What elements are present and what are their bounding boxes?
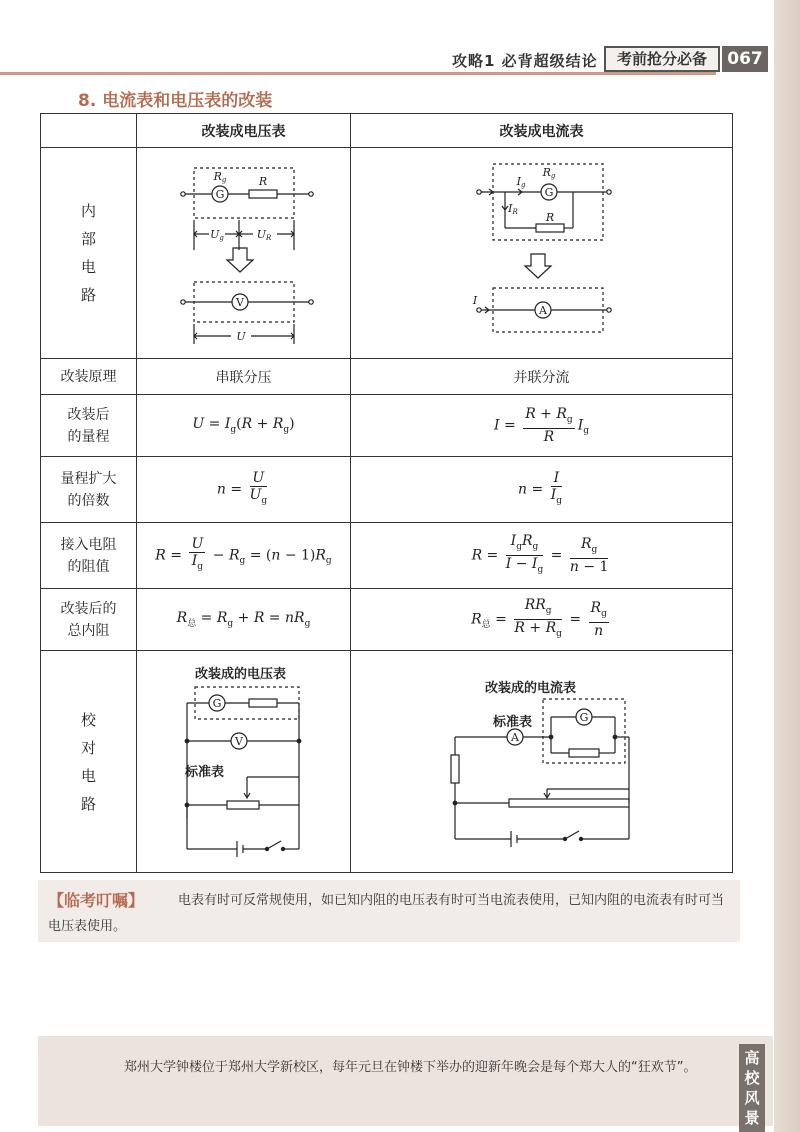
section-title: 8. 电流表和电压表的改装 (78, 91, 273, 111)
row-label-internal (41, 589, 137, 651)
voltmeter-circuit-cell (137, 148, 351, 359)
page-header (0, 46, 774, 74)
campus-scenery-text: 郑州大学钟楼位于郑州大学新校区，每年元旦在钟楼下举办的迎新年晚会是每个郑大人的“狂欢节”。 (124, 1060, 697, 1075)
campus-scenery-label: 高校风景 (739, 1044, 765, 1132)
svg-text:V: V (235, 296, 244, 309)
svg-text:Ig: Ig (516, 175, 525, 189)
voltmeter-resistor-formula: R = $\frac{U}{I_g}$ − $R_g = (n - 1)R_g$ (137, 523, 351, 589)
row-label-range-line1: 改装后 (67, 406, 110, 423)
voltmeter-calibration-circuit (137, 653, 349, 871)
header-badge: 考前抢分必备 (604, 46, 720, 72)
exam-tip-box (38, 880, 740, 942)
svg-text:R: R (545, 211, 554, 224)
ammeter-principle: 并联分流 (351, 359, 733, 395)
row-label-range-line2: 的量程 (67, 428, 110, 445)
voltmeter-factor-formula: n = $\frac{U}{U_g}$ (137, 457, 351, 523)
svg-text:UR: UR (256, 228, 271, 242)
calib-voltmeter-standard-label: 标准表 (185, 764, 225, 780)
header-title: 攻略1 必背超级结论 (452, 52, 598, 70)
ammeter-factor-formula: n = $\frac{I}{I_g}$ (351, 457, 733, 523)
svg-text:R: R (258, 175, 267, 188)
ammeter-circuit-cell (351, 148, 733, 359)
exam-tip-label: 【临考叮嘱】 (48, 891, 145, 910)
svg-text:V: V (235, 734, 243, 748)
row-label-principle: 改装原理 (41, 359, 137, 395)
voltmeter-internal-formula: $R_总 = R_g + R = nR_g$ (137, 589, 351, 651)
svg-text:U: U (235, 330, 246, 343)
campus-scenery-box (38, 1036, 773, 1126)
row-label-circuit (41, 148, 137, 359)
row-label-factor-line2: 的倍数 (67, 492, 110, 509)
svg-text:Rg: Rg (542, 166, 555, 180)
row-label-internal-line1: 改装后的 (60, 600, 117, 617)
row-label-range (41, 395, 137, 457)
svg-text:G: G (544, 186, 553, 199)
svg-text:G: G (212, 696, 222, 710)
row-label-resistor (41, 523, 137, 589)
col-header-voltmeter: 改装成电压表 (137, 114, 351, 148)
ammeter-calibration-circuit (351, 653, 731, 871)
svg-text:IR: IR (507, 202, 518, 216)
row-label-calib-text: 校对电路 (80, 710, 96, 813)
row-label-factor-line1: 量程扩大 (60, 470, 117, 487)
svg-text:G: G (579, 710, 589, 724)
ammeter-internal-formula: $R_总$ = $\frac{RR_g}{R + R_g}$ = $\frac{R_g}{n}$ (351, 589, 733, 651)
svg-text:A: A (538, 304, 547, 317)
row-label-text: 内部电路 (80, 202, 96, 304)
calib-voltmeter-title: 改装成的电压表 (195, 666, 287, 682)
page-edge (774, 0, 800, 1132)
voltmeter-internal-circuit (139, 148, 349, 354)
svg-text:G: G (215, 188, 224, 201)
voltmeter-range-formula: $U = I_g(R + R_g)$ (137, 395, 351, 457)
voltmeter-principle: 串联分压 (137, 359, 351, 395)
row-label-factor (41, 457, 137, 523)
ammeter-resistor-formula: R = $\frac{I_gR_g}{I - I_g}$ = $\frac{R_g}{n - 1}$ (351, 523, 733, 589)
svg-text:A: A (511, 730, 519, 744)
row-label-resistor-line1: 接入电阻 (60, 536, 117, 553)
row-label-calib (41, 651, 137, 873)
row-label-internal-line2: 总内阻 (67, 622, 110, 639)
calib-ammeter-standard-label: 标准表 (493, 714, 533, 730)
col-header-ammeter: 改装成电流表 (351, 114, 733, 148)
exam-tip-text: 电表有时可反常规使用，如已知内阻的电压表有时可当电流表使用，已知内阻的电流表有时可当电压表使用。 (48, 893, 725, 934)
ammeter-internal-circuit (353, 148, 731, 354)
row-label-resistor-line2: 的阻值 (67, 558, 110, 575)
header-rule (0, 72, 716, 75)
voltmeter-calib-cell (137, 651, 351, 873)
ammeter-calib-cell (351, 651, 733, 873)
page-number: 067 (722, 46, 768, 72)
svg-text:Ug: Ug (209, 228, 224, 242)
corner-cell (41, 114, 137, 148)
calib-ammeter-title: 改装成的电流表 (485, 680, 577, 696)
svg-text:Rg: Rg (213, 170, 226, 184)
svg-text:I: I (472, 294, 477, 307)
ammeter-range-formula: I = $\frac{R + R_g}{R}$ $I_g$ (351, 395, 733, 457)
conversion-table (40, 113, 733, 873)
